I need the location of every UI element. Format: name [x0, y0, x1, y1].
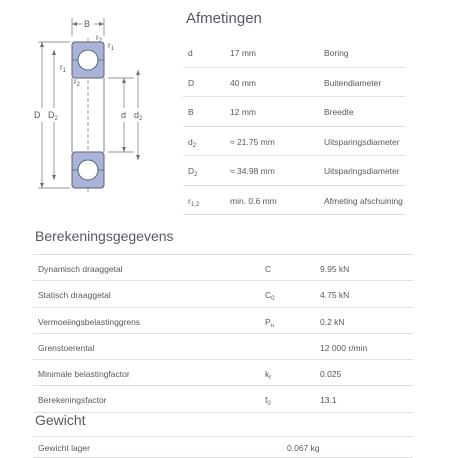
dimension-symbol — [188, 78, 194, 88]
calc-row — [33, 360, 413, 386]
calc-symbol — [265, 317, 274, 329]
calc-symbol-letter: f — [265, 395, 268, 406]
gewicht-value: 0.067 kg — [287, 443, 320, 453]
dimension-symbol — [188, 107, 194, 117]
berekening-heading: Berekeningsgegevens — [35, 228, 174, 244]
dimension-value: 12 mm — [230, 107, 256, 117]
dimension-symbol — [188, 137, 196, 149]
dimension-value: ≈ 21.75 mm — [230, 136, 275, 147]
calc-symbol — [265, 395, 271, 407]
bearing-bottom-section — [72, 152, 104, 188]
dimension-row — [183, 68, 405, 98]
label-B: B — [84, 19, 91, 29]
dimension-row — [183, 97, 405, 127]
calc-symbol — [265, 369, 271, 381]
dimension-symbol-subscript: 1,2 — [190, 201, 200, 208]
calc-row — [33, 308, 413, 334]
dimension-description: Afmeting afschuining — [324, 195, 403, 206]
calc-value: 13.1 — [320, 395, 337, 406]
calc-row — [33, 281, 413, 307]
label-r2-left: $r_2$ — [74, 77, 81, 88]
dimension-symbol-letter: r — [188, 195, 191, 206]
dimension-description: Boring — [324, 48, 349, 58]
gewicht-heading: Gewicht — [35, 412, 86, 428]
calc-value: 4.75 kN — [320, 290, 350, 301]
dimension-description: Uitsparingsdiameter — [324, 166, 400, 176]
dimension-symbol-subscript: 2 — [194, 172, 198, 178]
dimension-symbol — [188, 196, 199, 208]
calc-symbol-subscript: 0 — [271, 296, 275, 303]
label-D: D — [34, 110, 41, 120]
label-r1-top: $r_1$ — [108, 41, 115, 52]
dimension-symbol — [188, 48, 193, 58]
dimension-description: Uitsparingsdiameter — [324, 136, 400, 147]
calc-label: Berekeningsfactor — [38, 395, 107, 406]
calc-label: Minimale belastingfactor — [38, 369, 130, 380]
calc-symbol-subscript: 0 — [267, 401, 271, 408]
dimension-symbol-letter: B — [188, 107, 194, 117]
dimension-description: Breedte — [324, 107, 354, 117]
calc-value: 12 000 r/min — [320, 342, 368, 353]
dimension-symbol-letter: d — [188, 136, 193, 147]
label-d2: $d_2$ — [134, 110, 143, 122]
label-d: d — [121, 110, 127, 120]
calc-symbol-letter: P — [265, 316, 271, 327]
dimension-symbol-letter: D — [188, 77, 195, 88]
calc-row — [33, 255, 413, 281]
dimension-row — [183, 156, 405, 186]
dimension-value: ≈ 34.98 mm — [230, 166, 275, 176]
calc-symbol-letter: k — [265, 369, 270, 380]
calc-row — [33, 386, 413, 412]
calc-value: 0.025 — [320, 369, 342, 380]
calc-symbol-letter: C — [265, 264, 272, 274]
dimension-symbol-subscript: 2 — [192, 142, 197, 149]
calc-symbol-subscript: r — [269, 375, 272, 382]
bearing-top-section — [72, 42, 104, 78]
calc-symbol — [265, 290, 274, 302]
afmetingen-table — [183, 38, 405, 215]
gewicht-row — [33, 436, 413, 458]
dimension-symbol-letter: D — [188, 166, 195, 176]
calc-symbol-subscript: u — [270, 322, 275, 329]
label-D2: $D_2$ — [48, 110, 58, 122]
calc-label: Vermoeiingsbelastinggrens — [38, 316, 141, 327]
dimension-description: Buitendiameter — [324, 77, 382, 88]
calc-symbol — [265, 264, 271, 274]
label-r2-top: $r_2$ — [96, 33, 103, 44]
dimension-row — [183, 186, 405, 216]
dimension-row — [183, 38, 405, 68]
dimension-symbol-letter: d — [188, 48, 193, 58]
dimension-value: 17 mm — [230, 48, 256, 58]
calc-symbol-letter: C — [265, 290, 272, 301]
calc-value: 0.2 kN — [320, 316, 345, 327]
bearing-drawing — [30, 12, 150, 198]
afmetingen-heading: Afmetingen — [186, 10, 262, 27]
dimension-value: 40 mm — [230, 77, 256, 88]
gewicht-label: Gewicht lager — [38, 443, 90, 453]
berekening-table — [33, 254, 413, 413]
dimension-row — [183, 127, 405, 157]
calc-row — [33, 334, 413, 360]
calc-label: Dynamisch draaggetal — [38, 264, 123, 274]
dimension-value: min. 0.6 mm — [230, 195, 277, 206]
calc-label: Grenstoerental — [38, 342, 95, 353]
dimension-symbol — [188, 166, 197, 178]
label-r1-left: $r_1$ — [60, 63, 67, 74]
calc-value: 9.95 kN — [320, 264, 350, 274]
calc-label: Statisch draaggetal — [38, 290, 111, 301]
